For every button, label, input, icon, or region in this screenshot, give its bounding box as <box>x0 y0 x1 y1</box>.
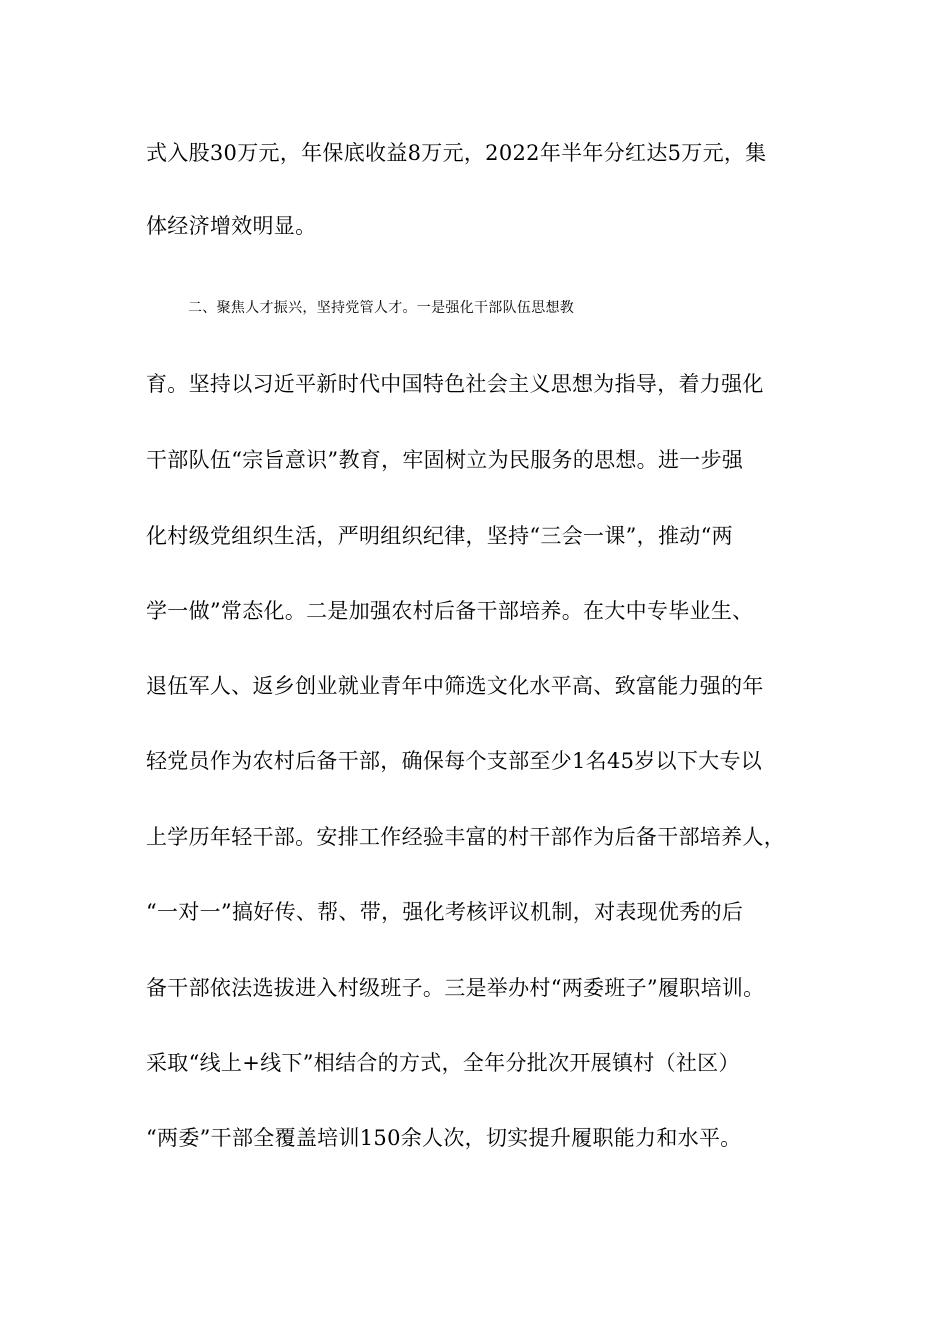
text-line: 体经济增效明显。 <box>146 214 317 238</box>
text-line: 退伍军人、返乡创业就业青年中筛选文化水平高、致富能力强的年 <box>146 674 764 698</box>
text-line: “两委”干部全覆盖培训150余人次，切实提升履职能力和水平。 <box>146 1126 742 1150</box>
text-line: 采取“线上+线下”相结合的方式，全年分批次开展镇村（社区） <box>146 1051 740 1075</box>
text-line: 上学历年轻干部。安排工作经验丰富的村干部作为后备干部培养人， <box>146 825 785 849</box>
text-line: 备干部依法选拔进入村级班子。三是举办村“两委班子”履职培训。 <box>146 976 765 1000</box>
text-line: 化村级党组织生活，严明组织纪律，坚持“三会一课”，推动“两 <box>146 524 733 548</box>
text-line: “一对一”搞好传、帮、带，强化考核评议机制，对表现优秀的后 <box>146 900 744 924</box>
text-line: 学一做”常态化。二是加强农村后备干部培养。在大中专毕业生、 <box>146 599 754 623</box>
text-line: 育。坚持以习近平新时代中国特色社会主义思想为指导，着力强化 <box>146 372 764 396</box>
text-line: 轻党员作为农村后备干部，确保每个支部至少1名45岁以下大专以 <box>146 749 763 773</box>
text-line: 式入股30万元，年保底收益8万元，2022年半年分红达5万元，集 <box>146 141 767 165</box>
text-line: 干部队伍“宗旨意识”教育，牢固树立为民服务的思想。进一步强 <box>146 448 744 472</box>
paragraph-heading-line: 二、聚焦人才振兴，坚持党管人才。一是强化干部队伍思想教 <box>188 300 575 316</box>
